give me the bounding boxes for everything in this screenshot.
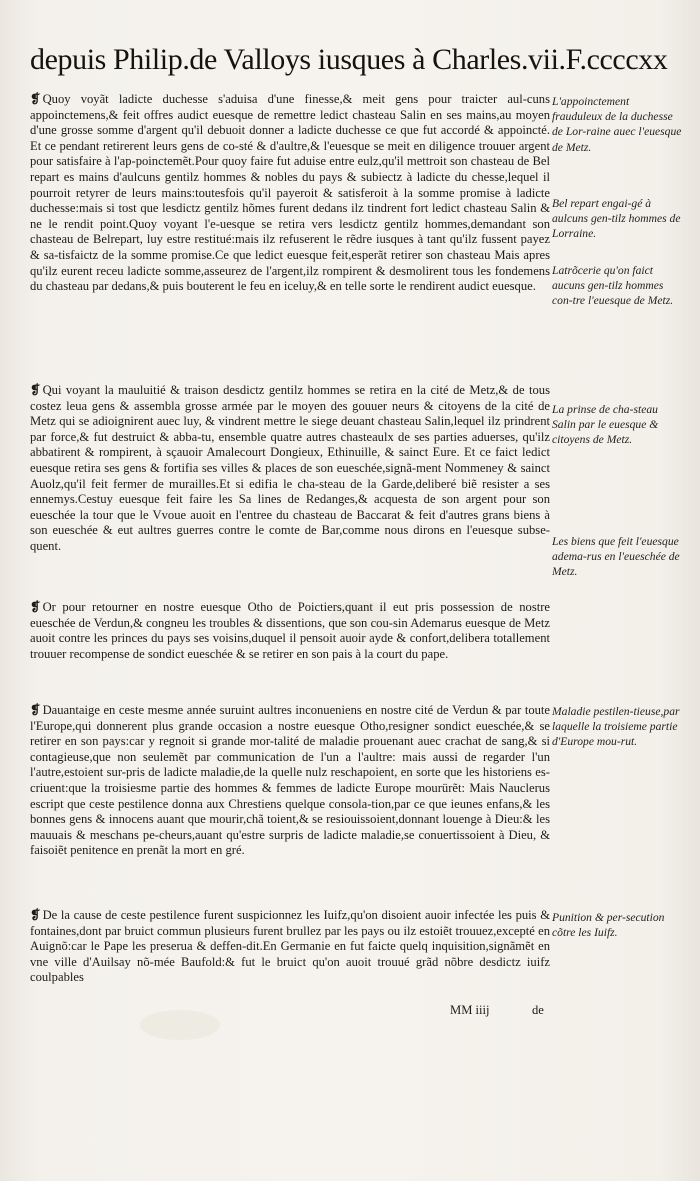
paragraph-5: [30, 908, 550, 986]
pilcrow-icon: ❡: [30, 908, 41, 922]
marginal-gloss-4: [552, 402, 682, 448]
paragraph-text: [30, 383, 550, 555]
signature-mark: MM iiij: [450, 1003, 490, 1017]
gloss-text: L'appoinctement frauduleux de la duchesse de Lor-raine auec l'euesque de Metz.: [552, 95, 682, 154]
paragraph-text: [30, 600, 550, 662]
pilcrow-icon: ❡: [30, 703, 41, 717]
paragraph-text-1: Quoy voyãt ladicte duchesse s'aduisa d'une finesse,& meit gens pour traicter aul-cuns appoinctemens,& feit offres audict euesque de remettre ledict chasteau Salin en ses mains,au moyen d'une grosse somme d'argent qu'il debuoit donner a ladicte duchesse ce que fut accordé & appoincté. Et ce pendant retirerent leurs gens de co-sté & d'aultre,& l'euesque se meit en diligence trouuer argent pour satisfaire à l'ap-poinctemẽt.Pour quoy faire fut aduise entre eulz,qu'il mettroit son chasteau de Bel repart es mains d'aulcuns gentilz hommes & nobles du pays & subiectz à ladicte du chesse,lequel il pourroit retyrer de leurs mains:toutesfois qu'il payeroit & satisferoit à la somme promise à ladicte duchesse:mais si tost que lesdictz gentilz hõmes furent dedans ilz tindrent fort ledict chasteau Salin & ne le rendit point.Quoy voyant l'e-uesque se retira vers lesdictz gentilz hommes,demandant son chasteau de Belrepart, luy estre restitué:mais ilz refuserent le rẽdre iusques à tant qu'ilz fussent payez & sa-tisfaictz de la somme promise.Ce que ledict euesque feit,esperãt retirer son chasteau Mais apres qu'ilz eurent receu ladicte somme,asseurez de l'argent,ilz rompirent & desmolirent tous les fondemens du chasteau par dedans,& puis bouterent le feu en iceluy,& en telle sorte le rendirent audict euesque.: [30, 92, 550, 294]
gloss-text: Maladie pestilen-tieuse,par laquelle la troisieme partie d'Europe mou-rut.: [552, 705, 680, 749]
pilcrow-icon: ❡: [30, 600, 41, 614]
paragraph-4: [30, 703, 550, 859]
paragraph-3: [30, 600, 550, 662]
signature-line: [30, 1003, 550, 1023]
marginal-gloss-6: [552, 704, 682, 750]
gloss-text: Punition & per-secution cõtre les Iuifz.: [552, 911, 665, 940]
gloss-text: La prinse de cha-steau Salin par le euesque & citoyens de Metz.: [552, 403, 659, 447]
paragraph-text: [30, 908, 550, 986]
marginal-gloss-1: [552, 94, 682, 155]
marginal-gloss-2: [552, 196, 682, 242]
gloss-text: Latrõcerie qu'on faict aucuns gen-tilz hommes con-tre l'euesque de Metz.: [552, 264, 674, 308]
paragraph-2: [30, 383, 550, 555]
gloss-text: Les biens que feit l'euesque adema-rus en l'eueschée de Metz.: [552, 535, 680, 579]
marginal-gloss-3: [552, 263, 682, 309]
paragraph-text-4: Dauantaige en ceste mesme année suruint aultres inconueniens en nostre cité de Verdun & par toute l'Europe,qui donnerent plus grande occasion a nostre euesque Otho,resigner sondict eueschée,& se retirer en son pays:car y regnoit si grande mor-talité de maladie prouenant auec crachat de sang,& si contagieuse,que non seulemẽt par communication de l'un a l'aultre: mais aussi de regarder l'un l'autre,estoient sur-pris de ladicte maladie,de la quelle nulz reschapoient, en sorte que les historiens es-criuent:que la troisiesme partie des hommes & femmes de ladicte Europe mourürẽt: Mais Nauclerus escript que ceste pestilence donna aux Chrestiens quelque consola-tion,par ce que ieunes enfans,& les bonnes gens & innocens auant que mourir,chã toient,& se resiouissoient,donnant louenge à Dieu:& les mauuais & meschans pe-cheurs,auant qu'estre surpris de ladicte maladie,se conuertissoient à Dieu, & faisoiẽt penitence en prenãt la mort en gré.: [30, 703, 550, 858]
marginal-gloss-5: [552, 534, 682, 580]
pilcrow-icon: ❡: [30, 383, 41, 397]
paragraph-text: [30, 92, 550, 295]
pilcrow-icon: ❡: [30, 92, 41, 106]
paragraph-1: [30, 92, 550, 295]
running-head: depuis Philip.de Valloys iusques à Charles.vii.F.ccccxx: [30, 43, 668, 76]
catchword: de: [532, 1003, 544, 1017]
marginal-gloss-7: [552, 910, 682, 940]
paragraph-text-5: De la cause de ceste pestilence furent suspicionnez les Iuifz,qu'on disoient auoir infectée les puis & fontaines,dont par bruict commun plusieurs furent brullez par les pays ou ilz estoiẽt trouuez,excepté en Auignõ:car le Pape les preserua & deffen-dit.En Germanie en fut faicte quelq inquisition,signãmẽt en vne ville d'Auilsay nõ-mée Baufold:& fut le bruict qu'on auoit trouué grãd nõbre desdictz iuifz coulpables: [30, 908, 550, 985]
gloss-text: Bel repart engai-gé à aulcuns gen-tilz hommes de Lorraine.: [552, 197, 681, 241]
paragraph-text-3: Or pour retourner en nostre euesque Otho de Poictiers,quant il eut pris possession de nostre eueschée de Verdun,& congneu les troubles & dissentions, que son cou-sin Ademarus euesque de Metz auoit contre les princes du pays ses voisins,duquel il pensoit auoir ayde & confort,delibera totallement trouuer recompense de sondict eueschée & se retirer en son pais à la court du pape.: [30, 600, 550, 661]
paragraph-text: [30, 703, 550, 859]
paragraph-text-2: Qui voyant la mauluitié & traison desdictz gentilz hommes se retira en la cité de Metz,& de tous costez leua gens & assembla grosse armée par le moyen des gouuer neurs & citoyens de la cité de Metz qui se adioignirent auec luy, & vindrent mettre le siege deuant chasteau Salin,lequel ilz prindrent par force,& fut destruict & abba-tu, ensemble quatre autres chasteaulx de ses parties aduerses, qu'ilz abbatirent & rompirent, à sçauoir Amalecourt Dongieux, Ethinuille, & sainct Eure. Et ce faict ledict euesque retira ses gens & fortifia ses villes & places de son eueschée,signã-ment Nommeney & sainct Auolz,qu'il feit fermer de murailles.Et si edifia le cha-steau de la Garde,deliberé biẽ resister a ses ennemys.Cestuy euesque feit faire les Sa lines de Redanges,& acquesta de son argent pour son eueschée la tour que le Vvoue auoit en l'entree du chasteau de Baccarat & feit d'autres grans biens à son eueschée & eut aultres guerres contre le comte de Bar,comme nous dirons en l'euesque subse-quent.: [30, 383, 550, 553]
